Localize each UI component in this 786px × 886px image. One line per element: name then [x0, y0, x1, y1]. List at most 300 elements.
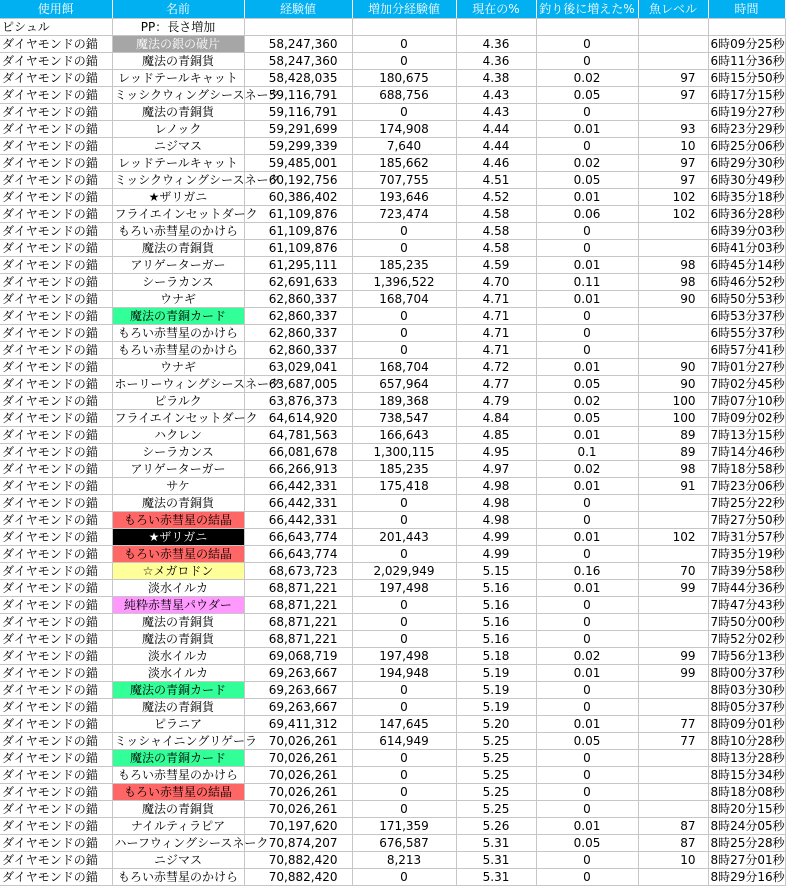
time-cell: 7時23分06秒: [708, 478, 785, 495]
time-cell: 6時25分06秒: [708, 138, 785, 155]
exp-gain-cell: 0: [352, 104, 456, 121]
table-row: [0, 427, 785, 444]
pct-increase-cell: 0: [536, 512, 638, 529]
bait-cell: ダイヤモンドの錨: [0, 342, 112, 359]
table-row: [0, 393, 785, 410]
pct-increase-cell: 0: [536, 53, 638, 70]
current-pct-cell: 4.51: [456, 172, 536, 189]
exp-gain-cell: 0: [352, 614, 456, 631]
fish-level-cell: [638, 19, 708, 36]
time-cell: 8時13分28秒: [708, 750, 785, 767]
current-pct-cell: 5.16: [456, 631, 536, 648]
fish-level-cell: 10: [638, 852, 708, 869]
fish-level-cell: 98: [638, 257, 708, 274]
exp-gain-cell: 0: [352, 767, 456, 784]
exp-gain-cell: [352, 19, 456, 36]
exp-gain-cell: 2,029,949: [352, 563, 456, 580]
fish-level-cell: 93: [638, 121, 708, 138]
bait-cell: ダイヤモンドの錨: [0, 206, 112, 223]
exp-gain-cell: 175,418: [352, 478, 456, 495]
exp-cell: 62,860,337: [244, 325, 352, 342]
table-row: [0, 342, 785, 359]
bait-cell: ダイヤモンドの錨: [0, 682, 112, 699]
time-cell: 7時13分15秒: [708, 427, 785, 444]
fish-level-cell: 87: [638, 835, 708, 852]
pct-increase-cell: 0.01: [536, 427, 638, 444]
exp-gain-cell: 194,948: [352, 665, 456, 682]
table-row: [0, 750, 785, 767]
table-row: [0, 376, 785, 393]
bait-cell: ダイヤモンドの錨: [0, 767, 112, 784]
time-cell: 8時03分30秒: [708, 682, 785, 699]
table-row: [0, 257, 785, 274]
bait-cell: ダイヤモンドの錨: [0, 444, 112, 461]
time-cell: 6時19分27秒: [708, 104, 785, 121]
current-pct-cell: 4.43: [456, 87, 536, 104]
bait-cell: ダイヤモンドの錨: [0, 733, 112, 750]
bait-cell: ダイヤモンドの錨: [0, 716, 112, 733]
time-cell: 8時24分05秒: [708, 818, 785, 835]
table-row: [0, 325, 785, 342]
name-cell: もろい赤彗星の結晶: [112, 784, 244, 801]
exp-gain-cell: 0: [352, 631, 456, 648]
name-cell: ホーリーウィングシースネーク: [112, 376, 244, 393]
current-pct-cell: 4.99: [456, 546, 536, 563]
fish-level-cell: [638, 512, 708, 529]
time-cell: 7時39分58秒: [708, 563, 785, 580]
exp-cell: 68,871,221: [244, 631, 352, 648]
fish-level-cell: 89: [638, 427, 708, 444]
bait-cell: ダイヤモンドの錨: [0, 121, 112, 138]
exp-cell: 59,299,339: [244, 138, 352, 155]
pct-increase-cell: 0.01: [536, 257, 638, 274]
exp-gain-cell: 147,645: [352, 716, 456, 733]
name-cell: ニジマス: [112, 138, 244, 155]
table-row: [0, 478, 785, 495]
table-row: [0, 36, 785, 53]
current-pct-cell: 5.25: [456, 801, 536, 818]
pct-increase-cell: 0.05: [536, 376, 638, 393]
table-row: [0, 70, 785, 87]
exp-gain-cell: 189,368: [352, 393, 456, 410]
table-row: [0, 512, 785, 529]
name-cell: 淡水イルカ: [112, 665, 244, 682]
table-body: [0, 19, 785, 886]
exp-gain-cell: 723,474: [352, 206, 456, 223]
time-cell: 7時52分02秒: [708, 631, 785, 648]
pct-increase-cell: 0.05: [536, 733, 638, 750]
exp-gain-cell: 168,704: [352, 359, 456, 376]
time-cell: 7時25分22秒: [708, 495, 785, 512]
name-cell: アリゲーターガー: [112, 257, 244, 274]
name-cell: ナイルティラピア: [112, 818, 244, 835]
exp-cell: 68,673,723: [244, 563, 352, 580]
exp-gain-cell: 166,643: [352, 427, 456, 444]
table-row: [0, 121, 785, 138]
name-cell: フライエインセットダーク: [112, 206, 244, 223]
table-row: [0, 648, 785, 665]
time-cell: 7時07分10秒: [708, 393, 785, 410]
table-row: [0, 138, 785, 155]
header-row: [0, 0, 785, 19]
exp-cell: 62,860,337: [244, 308, 352, 325]
time-cell: 6時15分50秒: [708, 70, 785, 87]
fish-level-cell: [638, 614, 708, 631]
fish-level-cell: 102: [638, 189, 708, 206]
fish-level-cell: [638, 750, 708, 767]
pct-increase-cell: 0.05: [536, 410, 638, 427]
exp-cell: 68,871,221: [244, 580, 352, 597]
bait-cell: ダイヤモンドの錨: [0, 325, 112, 342]
exp-gain-cell: 738,547: [352, 410, 456, 427]
current-pct-cell: 5.31: [456, 835, 536, 852]
fish-level-cell: [638, 869, 708, 886]
name-cell: シーラカンス: [112, 274, 244, 291]
current-pct-cell: 4.79: [456, 393, 536, 410]
current-pct-cell: 5.25: [456, 733, 536, 750]
table-row: [0, 665, 785, 682]
exp-gain-cell: 197,498: [352, 580, 456, 597]
exp-gain-cell: 0: [352, 512, 456, 529]
bait-cell: ダイヤモンドの錨: [0, 53, 112, 70]
current-pct-cell: 4.98: [456, 495, 536, 512]
exp-cell: 69,411,312: [244, 716, 352, 733]
bait-cell: ダイヤモンドの錨: [0, 376, 112, 393]
pct-increase-cell: 0.01: [536, 716, 638, 733]
exp-cell: 69,263,667: [244, 699, 352, 716]
fish-level-cell: [638, 308, 708, 325]
pct-increase-cell: 0.01: [536, 580, 638, 597]
pct-increase-cell: 0.02: [536, 70, 638, 87]
exp-cell: 63,029,041: [244, 359, 352, 376]
bait-cell: ダイヤモンドの錨: [0, 223, 112, 240]
current-pct-cell: 4.84: [456, 410, 536, 427]
name-cell: 魔法の銀の破片: [112, 36, 244, 53]
name-cell: ミッシャイニングリゲーラ: [112, 733, 244, 750]
exp-cell: 61,109,876: [244, 206, 352, 223]
time-cell: [708, 19, 785, 36]
table-row: [0, 580, 785, 597]
bait-cell: ダイヤモンドの錨: [0, 172, 112, 189]
exp-gain-cell: 201,443: [352, 529, 456, 546]
name-cell: サケ: [112, 478, 244, 495]
time-cell: 8時27分01秒: [708, 852, 785, 869]
fish-level-cell: [638, 36, 708, 53]
exp-cell: 68,871,221: [244, 614, 352, 631]
name-cell: もろい赤彗星のかけら: [112, 342, 244, 359]
time-cell: 7時35分19秒: [708, 546, 785, 563]
current-pct-cell: 4.95: [456, 444, 536, 461]
pct-increase-cell: 0: [536, 104, 638, 121]
bait-cell: ダイヤモンドの錨: [0, 257, 112, 274]
time-cell: 6時35分18秒: [708, 189, 785, 206]
current-pct-cell: 5.31: [456, 852, 536, 869]
name-cell: 魔法の青銅カード: [112, 308, 244, 325]
table-row: [0, 240, 785, 257]
pct-increase-cell: 0: [536, 784, 638, 801]
exp-gain-cell: 0: [352, 546, 456, 563]
current-pct-cell: 5.25: [456, 767, 536, 784]
current-pct-cell: 4.52: [456, 189, 536, 206]
pct-increase-cell: 0: [536, 852, 638, 869]
name-cell: 純粋赤彗星パウダー: [112, 597, 244, 614]
pct-increase-cell: 0: [536, 240, 638, 257]
name-cell: ★ザリガニ: [112, 189, 244, 206]
pct-increase-cell: 0: [536, 801, 638, 818]
pct-increase-cell: 0.05: [536, 87, 638, 104]
exp-gain-cell: 193,646: [352, 189, 456, 206]
bait-cell: ダイヤモンドの錨: [0, 512, 112, 529]
exp-gain-cell: 0: [352, 495, 456, 512]
exp-gain-cell: 0: [352, 36, 456, 53]
fish-level-cell: 91: [638, 478, 708, 495]
exp-gain-cell: 0: [352, 240, 456, 257]
table-row: [0, 614, 785, 631]
header-time: 時間: [708, 0, 785, 19]
exp-cell: 70,874,207: [244, 835, 352, 852]
table-row: [0, 461, 785, 478]
fish-level-cell: 98: [638, 461, 708, 478]
exp-cell: 70,026,261: [244, 750, 352, 767]
exp-cell: 70,026,261: [244, 801, 352, 818]
time-cell: 8時10分28秒: [708, 733, 785, 750]
bait-cell: ダイヤモンドの錨: [0, 410, 112, 427]
table-row: [0, 869, 785, 886]
pct-increase-cell: 0.01: [536, 121, 638, 138]
current-pct-cell: 5.25: [456, 784, 536, 801]
exp-cell: 60,192,756: [244, 172, 352, 189]
time-cell: 8時15分34秒: [708, 767, 785, 784]
exp-cell: 62,860,337: [244, 342, 352, 359]
bait-cell: ダイヤモンドの錨: [0, 563, 112, 580]
pct-increase-cell: 0.02: [536, 155, 638, 172]
time-cell: 6時09分25秒: [708, 36, 785, 53]
fish-level-cell: 77: [638, 716, 708, 733]
fish-level-cell: 90: [638, 291, 708, 308]
current-pct-cell: 5.31: [456, 869, 536, 886]
exp-gain-cell: 0: [352, 223, 456, 240]
bait-cell: ダイヤモンドの錨: [0, 495, 112, 512]
bait-cell: ピシュル: [0, 19, 112, 36]
time-cell: 8時29分16秒: [708, 869, 785, 886]
exp-gain-cell: 0: [352, 342, 456, 359]
pct-increase-cell: 0: [536, 546, 638, 563]
exp-cell: 61,109,876: [244, 240, 352, 257]
time-cell: 6時46分52秒: [708, 274, 785, 291]
table-row: [0, 546, 785, 563]
current-pct-cell: 4.97: [456, 461, 536, 478]
pct-increase-cell: 0.1: [536, 444, 638, 461]
exp-cell: 70,026,261: [244, 767, 352, 784]
current-pct-cell: 4.58: [456, 240, 536, 257]
name-cell: レッドテールキャット: [112, 70, 244, 87]
current-pct-cell: 5.19: [456, 699, 536, 716]
exp-cell: 62,691,633: [244, 274, 352, 291]
current-pct-cell: 4.59: [456, 257, 536, 274]
pct-increase-cell: 0: [536, 750, 638, 767]
table-row: [0, 716, 785, 733]
exp-cell: 70,026,261: [244, 733, 352, 750]
time-cell: 7時09分02秒: [708, 410, 785, 427]
name-cell: もろい赤彗星のかけら: [112, 223, 244, 240]
name-cell: ☆メガロドン: [112, 563, 244, 580]
pct-increase-cell: 0: [536, 342, 638, 359]
pct-increase-cell: 0.02: [536, 461, 638, 478]
exp-cell: 58,247,360: [244, 53, 352, 70]
exp-cell: 61,109,876: [244, 223, 352, 240]
bait-cell: ダイヤモンドの錨: [0, 631, 112, 648]
current-pct-cell: 5.16: [456, 614, 536, 631]
pct-increase-cell: 0.01: [536, 291, 638, 308]
fish-level-cell: 100: [638, 410, 708, 427]
exp-gain-cell: 0: [352, 53, 456, 70]
time-cell: 6時45分14秒: [708, 257, 785, 274]
bait-cell: ダイヤモンドの錨: [0, 427, 112, 444]
exp-cell: 58,247,360: [244, 36, 352, 53]
pct-increase-cell: 0.01: [536, 359, 638, 376]
exp-cell: 63,876,373: [244, 393, 352, 410]
table-row: [0, 801, 785, 818]
pct-increase-cell: 0: [536, 631, 638, 648]
exp-cell: 64,781,563: [244, 427, 352, 444]
current-pct-cell: 4.70: [456, 274, 536, 291]
table-row: [0, 682, 785, 699]
table-row: [0, 206, 785, 223]
fish-level-cell: [638, 597, 708, 614]
pct-increase-cell: 0: [536, 682, 638, 699]
pct-increase-cell: [536, 19, 638, 36]
bait-cell: ダイヤモンドの錨: [0, 308, 112, 325]
pct-increase-cell: 0: [536, 308, 638, 325]
exp-gain-cell: 0: [352, 597, 456, 614]
exp-gain-cell: 185,235: [352, 461, 456, 478]
current-pct-cell: 4.44: [456, 121, 536, 138]
time-cell: 7時47分43秒: [708, 597, 785, 614]
name-cell: 魔法の青銅貨: [112, 801, 244, 818]
time-cell: 6時29分30秒: [708, 155, 785, 172]
fish-level-cell: [638, 631, 708, 648]
pct-increase-cell: 0: [536, 325, 638, 342]
current-pct-cell: 4.36: [456, 53, 536, 70]
header-bait: 使用餌: [0, 0, 112, 19]
fish-level-cell: 97: [638, 155, 708, 172]
time-cell: 7時31分57秒: [708, 529, 785, 546]
name-cell: ハーフウィングシースネーク: [112, 835, 244, 852]
current-pct-cell: 4.36: [456, 36, 536, 53]
fish-level-cell: [638, 325, 708, 342]
bait-cell: ダイヤモンドの錨: [0, 835, 112, 852]
pct-increase-cell: 0.02: [536, 393, 638, 410]
exp-gain-cell: 197,498: [352, 648, 456, 665]
table-row: [0, 818, 785, 835]
name-cell: 魔法の青銅貨: [112, 495, 244, 512]
table-row: [0, 172, 785, 189]
table-row: [0, 274, 785, 291]
bait-cell: ダイヤモンドの錨: [0, 478, 112, 495]
exp-cell: 70,026,261: [244, 784, 352, 801]
table-row: [0, 767, 785, 784]
pct-increase-cell: 0.11: [536, 274, 638, 291]
current-pct-cell: 5.16: [456, 597, 536, 614]
fish-level-cell: [638, 699, 708, 716]
time-cell: 8時09分01秒: [708, 716, 785, 733]
pct-increase-cell: 0: [536, 36, 638, 53]
fish-level-cell: 97: [638, 87, 708, 104]
bait-cell: ダイヤモンドの錨: [0, 546, 112, 563]
time-cell: 7時44分36秒: [708, 580, 785, 597]
exp-gain-cell: 174,908: [352, 121, 456, 138]
current-pct-cell: 5.19: [456, 682, 536, 699]
exp-cell: 59,485,001: [244, 155, 352, 172]
time-cell: 6時39分03秒: [708, 223, 785, 240]
fish-level-cell: 90: [638, 376, 708, 393]
current-pct-cell: 4.77: [456, 376, 536, 393]
exp-cell: 61,295,111: [244, 257, 352, 274]
time-cell: 6時50分53秒: [708, 291, 785, 308]
pct-increase-cell: 0: [536, 699, 638, 716]
fish-level-cell: 89: [638, 444, 708, 461]
exp-cell: 59,116,791: [244, 104, 352, 121]
time-cell: 8時00分37秒: [708, 665, 785, 682]
time-cell: 6時53分37秒: [708, 308, 785, 325]
table-row: [0, 410, 785, 427]
name-cell: ピラルク: [112, 393, 244, 410]
bait-cell: ダイヤモンドの錨: [0, 36, 112, 53]
time-cell: 7時50分00秒: [708, 614, 785, 631]
pct-increase-cell: 0: [536, 223, 638, 240]
current-pct-cell: 4.44: [456, 138, 536, 155]
current-pct-cell: 5.25: [456, 750, 536, 767]
fish-level-cell: 77: [638, 733, 708, 750]
name-cell: 魔法の青銅カード: [112, 750, 244, 767]
current-pct-cell: 4.71: [456, 291, 536, 308]
fish-level-cell: 100: [638, 393, 708, 410]
name-cell: レッドテールキャット: [112, 155, 244, 172]
bait-cell: ダイヤモンドの錨: [0, 393, 112, 410]
bait-cell: ダイヤモンドの錨: [0, 818, 112, 835]
fish-level-cell: [638, 546, 708, 563]
table-row: [0, 529, 785, 546]
pct-increase-cell: 0: [536, 138, 638, 155]
name-cell: 魔法の青銅貨: [112, 699, 244, 716]
exp-gain-cell: 614,949: [352, 733, 456, 750]
current-pct-cell: 4.58: [456, 223, 536, 240]
name-cell: ウナギ: [112, 291, 244, 308]
exp-gain-cell: 1,396,522: [352, 274, 456, 291]
name-cell: もろい赤彗星のかけら: [112, 325, 244, 342]
bait-cell: ダイヤモンドの錨: [0, 155, 112, 172]
pct-increase-cell: 0.16: [536, 563, 638, 580]
bait-cell: ダイヤモンドの錨: [0, 699, 112, 716]
exp-gain-cell: 707,755: [352, 172, 456, 189]
exp-gain-cell: 7,640: [352, 138, 456, 155]
current-pct-cell: 4.38: [456, 70, 536, 87]
exp-cell: 66,442,331: [244, 478, 352, 495]
name-cell: 魔法の青銅貨: [112, 631, 244, 648]
pct-increase-cell: 0: [536, 767, 638, 784]
name-cell: レノック: [112, 121, 244, 138]
time-cell: 6時11分36秒: [708, 53, 785, 70]
name-cell: シーラカンス: [112, 444, 244, 461]
name-cell: ニジマス: [112, 852, 244, 869]
time-cell: 6時17分15秒: [708, 87, 785, 104]
exp-gain-cell: 185,235: [352, 257, 456, 274]
time-cell: 7時02分45秒: [708, 376, 785, 393]
time-cell: 6時57分41秒: [708, 342, 785, 359]
pct-increase-cell: 0: [536, 869, 638, 886]
exp-cell: 66,442,331: [244, 495, 352, 512]
current-pct-cell: 5.20: [456, 716, 536, 733]
